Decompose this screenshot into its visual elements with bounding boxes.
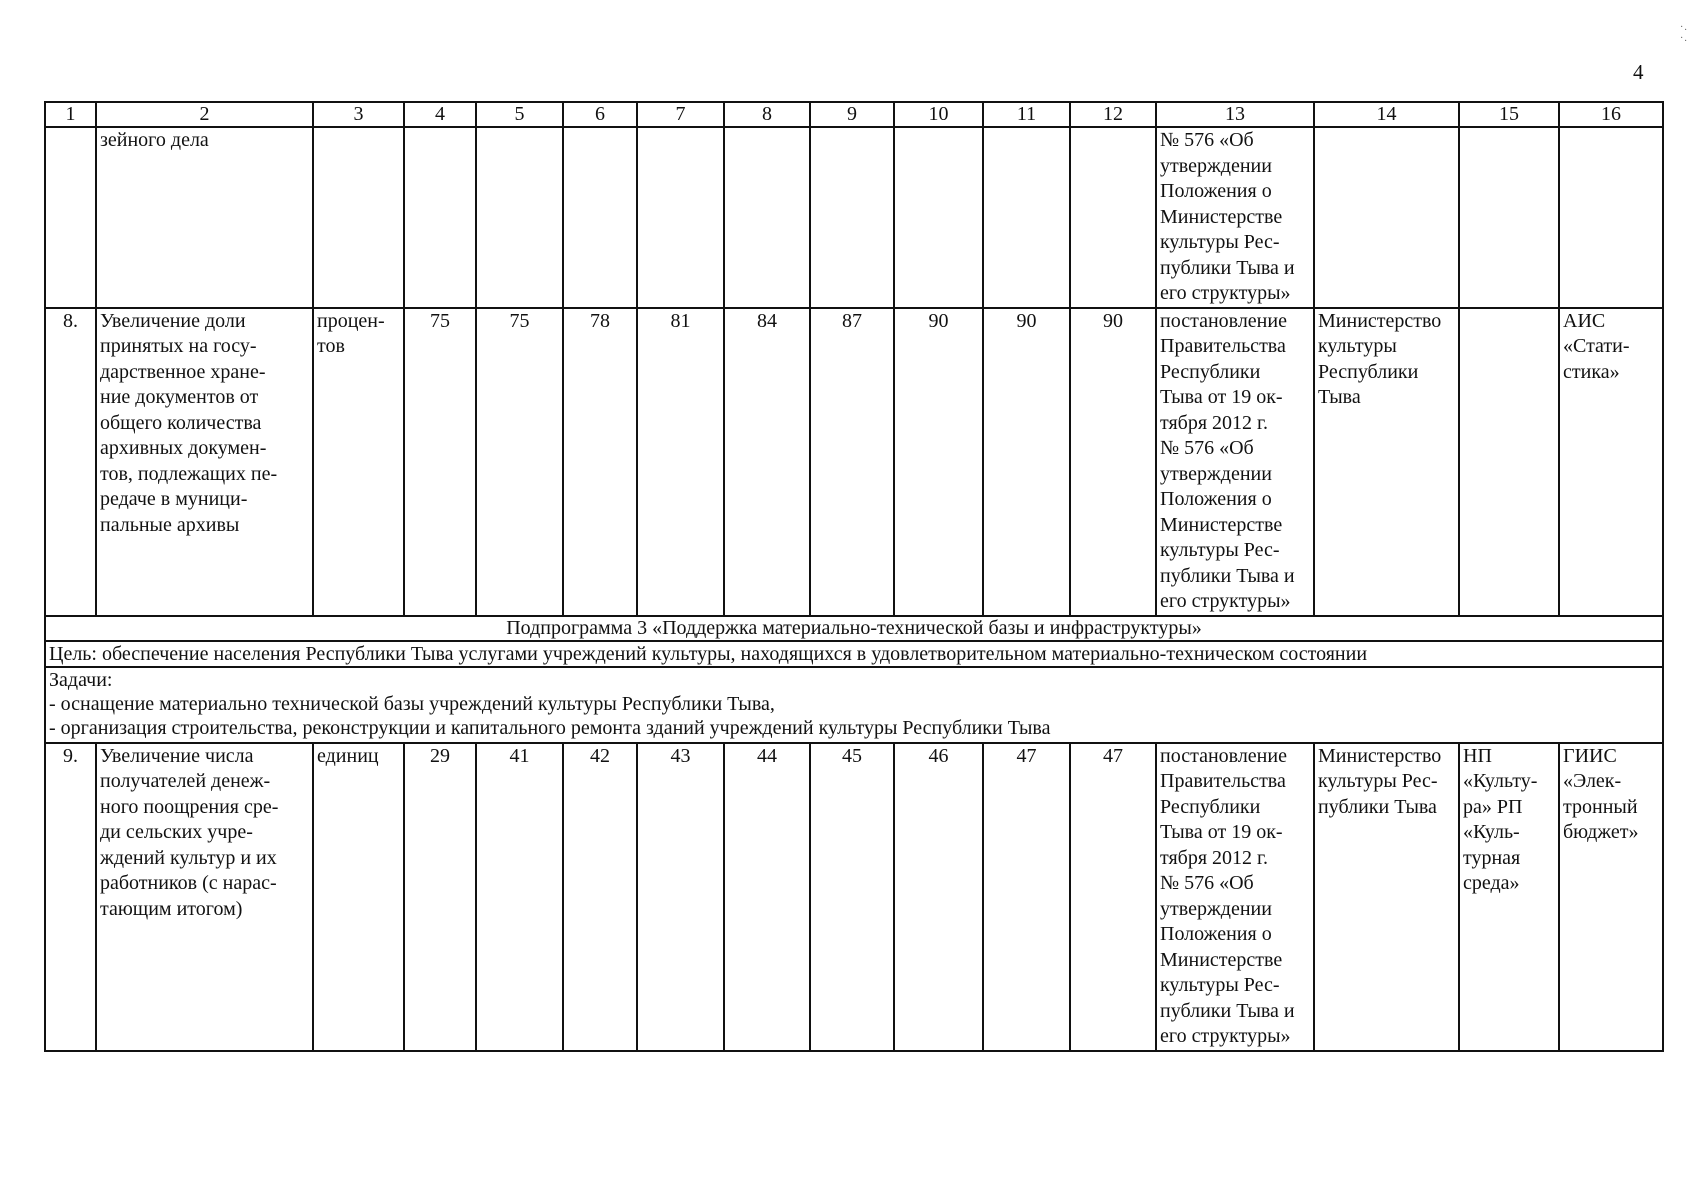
value-cell: 90	[894, 308, 983, 616]
column-header: 8	[724, 102, 810, 127]
page-number: 4	[1633, 60, 1644, 84]
source-cell	[1559, 308, 1663, 616]
basis-text: № 576 «Об утверждении Положения о Министерстве культуры Рес- публики Тыва и его структуры»	[1160, 129, 1295, 304]
column-header: 7	[637, 102, 724, 127]
value-cell: 78	[563, 308, 637, 616]
goal-row	[45, 641, 1663, 667]
column-header: 11	[983, 102, 1070, 127]
column-header: 1	[45, 102, 96, 127]
column-header: 16	[1559, 102, 1663, 127]
table-cell	[810, 127, 894, 308]
table-cell	[476, 127, 563, 308]
table-cell	[563, 127, 637, 308]
column-numbers-row	[45, 102, 1663, 127]
value-cell: 84	[724, 308, 810, 616]
unit-cell	[313, 308, 404, 616]
value-cell: 42	[563, 743, 637, 1051]
tasks-text: Задачи: - оснащение материально технической базы учреждений культуры Республики Тыва, - организация строительства, реконструкции и капитального ремонта зданий учреждений культуры Республики Тыва	[49, 668, 1051, 739]
basis-text: постановление Правительства Республики Тыва от 19 ок- тября 2012 г. № 576 «Об утверждении Положения о Министерстве культуры Рес- публики Тыва и его структуры»	[1160, 744, 1295, 1047]
responsible-cell	[1314, 308, 1459, 616]
basis-cell	[1156, 127, 1314, 308]
unit-text: единиц	[317, 744, 379, 767]
column-header: 13	[1156, 102, 1314, 127]
column-header: 15	[1459, 102, 1559, 127]
unit-text: процен- тов	[317, 309, 385, 357]
table-cell	[1459, 127, 1559, 308]
row-number: 9.	[45, 743, 96, 1051]
value-cell: 41	[476, 743, 563, 1051]
indicator-cell	[96, 743, 313, 1051]
value-cell: 47	[1070, 743, 1156, 1051]
responsible-text: Министерство культуры Рес- публики Тыва	[1318, 744, 1442, 818]
responsible-text: Министерство культуры Республики Тыва	[1318, 309, 1442, 408]
indicator-text: Увеличение числа получателей денеж- ного поощрения сре- ди сельских учре- ждений культур и их работников (с нарас- тающим итогом)	[100, 744, 279, 920]
scan-artifact-mark: ·. ·.	[1680, 22, 1688, 44]
project-cell	[1459, 308, 1559, 616]
goal-text: Цель: обеспечение населения Республики Тыва услугами учреждений культуры, находящихся в удовлетворительном материально-техническом состоянии	[45, 641, 1663, 667]
project-cell	[1459, 743, 1559, 1051]
table-cell	[1070, 127, 1156, 308]
column-header: 12	[1070, 102, 1156, 127]
unit-cell	[313, 743, 404, 1051]
column-header: 9	[810, 102, 894, 127]
table-cell	[1559, 127, 1663, 308]
value-cell: 43	[637, 743, 724, 1051]
value-cell: 75	[476, 308, 563, 616]
project-text: НП «Культу- ра» РП «Куль- турная среда»	[1463, 744, 1538, 894]
table-cell	[1314, 127, 1459, 308]
indicator-cell	[96, 308, 313, 616]
table-cell	[724, 127, 810, 308]
basis-text: постановление Правительства Республики Тыва от 19 ок- тября 2012 г. № 576 «Об утверждении Положения о Министерстве культуры Рес- публики Тыва и его структуры»	[1160, 309, 1295, 612]
value-cell: 90	[983, 308, 1070, 616]
source-cell	[1559, 743, 1663, 1051]
value-cell: 90	[1070, 308, 1156, 616]
subprogram-row	[45, 616, 1663, 641]
indicator-text: зейного дела	[100, 129, 209, 151]
tasks-row	[45, 667, 1663, 743]
source-text: ГИИС «Элек- тронный бюджет»	[1563, 744, 1639, 843]
value-cell: 46	[894, 743, 983, 1051]
tasks-cell	[45, 667, 1663, 743]
continuation-row	[45, 127, 1663, 308]
indicator-text: Увеличение доли принятых на госу- дарственное хране- ние документов от общего количества архивных докумен- тов, подлежащих пе- редаче в муници- пальные архивы	[100, 309, 278, 536]
value-cell: 47	[983, 743, 1070, 1051]
value-cell: 45	[810, 743, 894, 1051]
table-cell	[45, 127, 96, 308]
value-cell: 29	[404, 743, 476, 1051]
basis-cell	[1156, 743, 1314, 1051]
column-header: 10	[894, 102, 983, 127]
row-number: 8.	[45, 308, 96, 616]
value-cell: 87	[810, 308, 894, 616]
table-cell	[313, 127, 404, 308]
responsible-cell	[1314, 743, 1459, 1051]
subprogram-title: Подпрограмма 3 «Поддержка материально-технической базы и инфраструктуры»	[45, 616, 1663, 641]
column-header: 4	[404, 102, 476, 127]
table-cell	[983, 127, 1070, 308]
indicators-table	[44, 101, 1664, 1052]
indicator-cell	[96, 127, 313, 308]
value-cell: 44	[724, 743, 810, 1051]
column-header: 2	[96, 102, 313, 127]
basis-cell	[1156, 308, 1314, 616]
table-cell	[894, 127, 983, 308]
column-header: 5	[476, 102, 563, 127]
value-cell: 81	[637, 308, 724, 616]
table-cell	[637, 127, 724, 308]
column-header: 3	[313, 102, 404, 127]
column-header: 14	[1314, 102, 1459, 127]
table-cell	[404, 127, 476, 308]
value-cell: 75	[404, 308, 476, 616]
table-row-9	[45, 743, 1663, 1051]
table-row-8	[45, 308, 1663, 616]
source-text: АИС «Стати- стика»	[1563, 309, 1630, 383]
column-header: 6	[563, 102, 637, 127]
